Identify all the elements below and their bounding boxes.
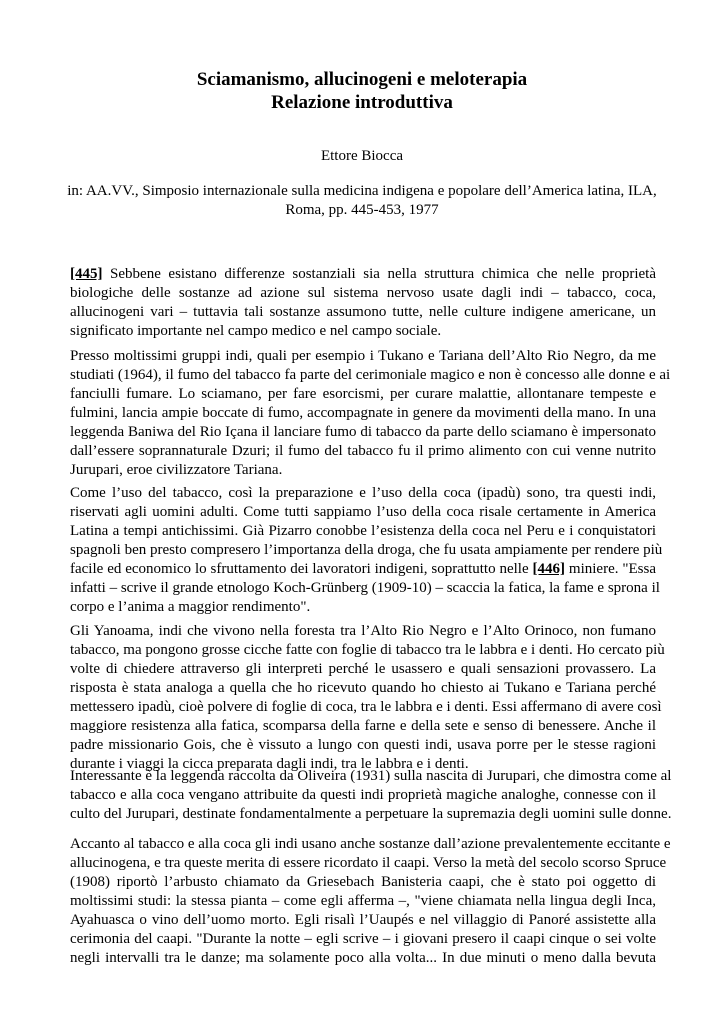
paragraph-line: leggenda Baniwa del Rio Içana il lanciare fumo di tabacco da parte dello sciamano è impersonato <box>70 424 656 440</box>
paragraph-line: allucinogena, e tra queste merita di essere ricordato il caapi. Verso la metà del secolo scorso Spruce <box>70 855 667 871</box>
paragraph-line: Accanto al tabacco e alla coca gli indi usano anche sostanze dall’azione prevalentemente eccitante e <box>70 836 671 852</box>
paragraph-line: mettessero ipadù, cioè polvere di foglie di coca, tra le labbra e i denti. Essi affermano di avere così <box>70 699 662 715</box>
paragraph-line: risposta è stata analoga a quella che ho ricevuto quando ho chiesto ai Tukano e Tariana perché <box>70 680 656 696</box>
paragraph-line: biologiche delle sostanze ad azione sul sistema nervoso usate dagli indi – tabacco, coca, <box>70 285 656 301</box>
paragraph-line: Come l’uso del tabacco, così la preparazione e l’uso della coca (ipadù) sono, tra questi indi, <box>70 485 656 501</box>
source-citation <box>60 182 664 220</box>
paragraph-line: negli intervalli tra le danze; ma solamente poco alla volta... In due minuti o meno dalla bevuta <box>70 950 656 966</box>
paragraph-1 <box>70 265 656 341</box>
paragraph-line: infatti – scrive il grande etnologo Koch-Grünberg (1909-10) – scaccia la fatica, la fame e sprona il <box>70 580 660 596</box>
paragraph-line: tabacco e alla coca vengano attribuite da questi indi proprietà magiche analoghe, connesse con il <box>70 787 656 803</box>
page-reference-link[interactable]: [445] <box>70 266 103 282</box>
paragraph-line: moltissimi studi: la stessa pianta – come egli afferma –, "viene chiamata nella lingua degli Inca, <box>70 893 656 909</box>
paragraph-line <box>70 265 656 284</box>
title-line-1: Sciamanismo, allucinogeni e meloterapia <box>196 69 528 90</box>
paragraph-4 <box>70 622 665 774</box>
paragraph-5 <box>70 767 672 824</box>
paragraph-line: spagnoli ben presto compresero l’importanza della droga, che fu usata ampiamente per rendere più <box>70 542 663 558</box>
line-text: facile ed economico lo sfruttamento dei lavoratori indigeni, soprattutto nelle <box>70 561 533 577</box>
paragraph-line <box>70 560 656 579</box>
paragraph-line: Latina a tempi antichissimi. Già Pizarro conobbe l’esistenza della coca nel Peru e i conquistatori <box>70 523 656 539</box>
line-text: miniere. "Essa <box>565 561 656 577</box>
paragraph-line: Presso moltissimi gruppi indi, quali per esempio i Tukano e Tariana dell’Alto Rio Negro, da me <box>70 348 656 364</box>
paragraph-line: maggiore resistenza alla fatica, scomparsa della farne e della sete e senso di benessere. Anche il <box>70 718 656 734</box>
paragraph-2 <box>70 347 671 480</box>
paragraph-line: Ayahuasca o vino dell’uomo morto. Egli risalì l’Uaupés e nel villaggio di Panoré assistette alla <box>70 912 656 928</box>
title-line-2: Relazione introduttiva <box>271 92 453 113</box>
paragraph-3 <box>70 484 663 617</box>
paragraph-line: riservati agli uomini adulti. Come tutti sappiamo l’uso della coca risale certamente in America <box>70 504 656 520</box>
paragraph-6 <box>70 835 671 968</box>
paragraph-line: significato importante nel campo medico e nel campo sociale. <box>70 323 442 339</box>
document-title <box>0 68 724 114</box>
paragraph-line: (1908) riportò l’arbusto chiamato da Griesebach Banisteria caapi, che è stato poi oggetto di <box>70 874 656 890</box>
paragraph-line: culto del Jurupari, destinate fondamentalmente a perpetuare la supremazia degli uomini sulle donne. <box>70 806 672 822</box>
paragraph-line: durante i viaggi la cicca preparata dagli indi, tra le labbra e i denti. <box>70 756 469 772</box>
paragraph-line: Gli Yanoama, indi che vivono nella foresta tra l’Alto Rio Negro e l’Alto Orinoco, non fumano <box>70 623 656 639</box>
author-name: Ettore Biocca <box>320 148 404 164</box>
page-reference-link[interactable]: [446] <box>532 561 566 577</box>
paragraph-line: dall’essere soprannaturale Dzuri; il fumo del tabacco fu il primo alimento con cui venne nutrito <box>70 443 656 459</box>
paragraph-line: Jurupari, eroe civilizzatore Tariana. <box>70 462 283 478</box>
paragraph-line: Interessante è la leggenda raccolta da Oliveira (1931) sulla nascita di Jurupari, che dimostra come al <box>70 768 672 784</box>
paragraph-line: allucinogeni vari – tuttavia tali sostanze assumono tutte, nelle culture indigene americane, un <box>70 304 656 320</box>
paragraph-line: volte di chiedere attraverso gli interpreti perché le usassero e quali sensazioni provassero. La <box>70 661 656 677</box>
line-text: Sebbene esistano differenze sostanziali sia nella struttura chimica che nelle proprietà <box>102 266 656 282</box>
paragraph-line: tabacco, ma pongono grosse cicche fatte con foglie di tabacco tra le labbra e i denti. Ho cercato più <box>70 642 665 658</box>
paragraph-line: padre missionario Gois, che è vissuto a lungo con questi indi, usava porre per le stesse ragioni <box>70 737 656 753</box>
paragraph-line: fulmini, lancia ampie boccate di fumo, accompagnate in genere da movimenti della mano. In una <box>70 405 656 421</box>
paragraph-line: studiati (1964), il fumo del tabacco fa parte del cerimoniale magico e non è concesso alle donne e ai <box>70 367 671 383</box>
source-line-2: Roma, pp. 445-453, 1977 <box>285 202 439 218</box>
paragraph-line: corpo e l’anima a maggior rendimento". <box>70 599 311 615</box>
paragraph-line: fanciulli fumare. Lo sciamano, per fare esorcismi, per curare malattie, allontanare tempeste e <box>70 386 656 402</box>
source-line-1: in: AA.VV., Simposio internazionale sulla medicina indigena e popolare dell’America latina, ILA, <box>67 183 657 199</box>
paragraph-line: cerimonia del caapi. "Durante la notte – egli scrive – i giovani presero il caapi cinque o sei volte <box>70 931 656 947</box>
